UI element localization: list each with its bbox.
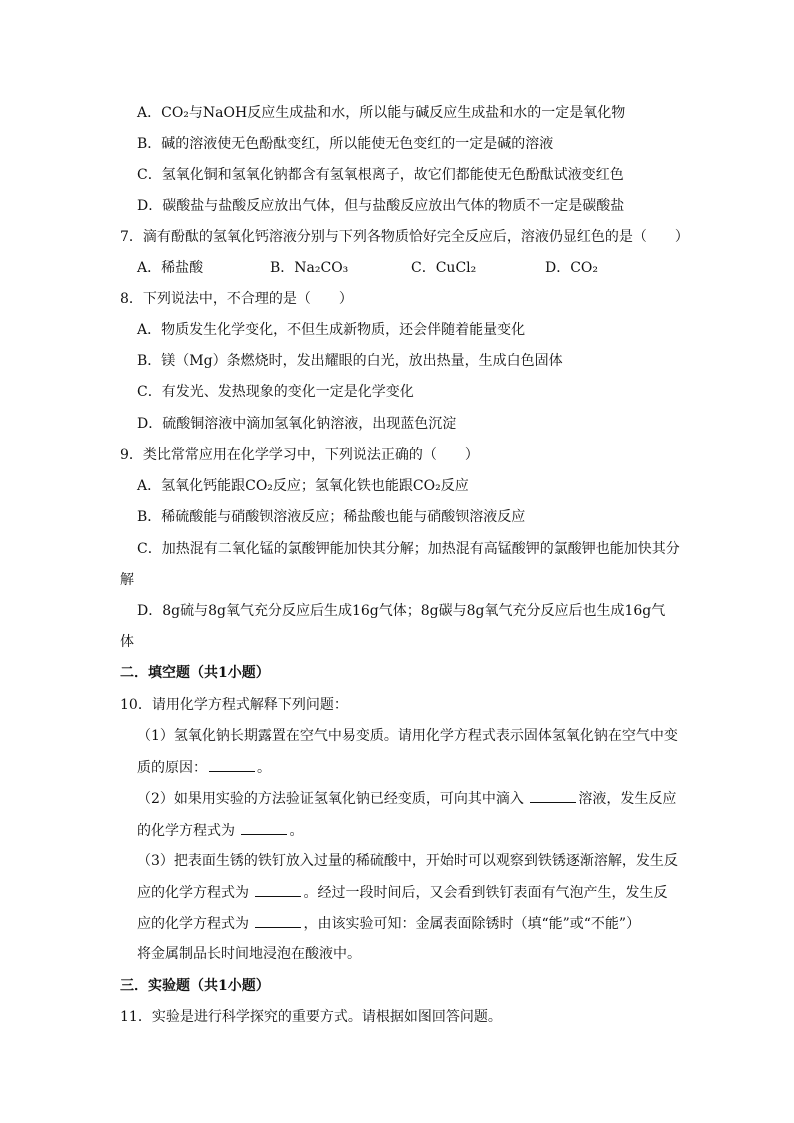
- q7-stem: 7．滴有酚酞的氢氧化钙溶液分别与下列各物质恰好完全反应后，溶液仍显红色的是（ ）: [120, 229, 689, 245]
- q8-option-b: B．镁（Mg）条燃烧时，发出耀眼的白光，放出热量，生成白色固体: [137, 353, 563, 369]
- answer-blank[interactable]: [530, 788, 576, 803]
- q9-option-c-line2: 解: [120, 572, 134, 588]
- q10-part2-line2: 的化学方程式为 。: [137, 820, 303, 841]
- q10-part3-line1: （3）把表面生锈的铁钉放入过量的稀硫酸中，开始时可以观察到铁锈逐渐溶解，发生反: [137, 853, 678, 869]
- q10-part3-line3: 应的化学方程式为 ，由该实验可知：金属表面除锈时（填“能”或“不能”）: [137, 913, 640, 934]
- q6-option-b: B．碱的溶液使无色酚酞变红，所以能使无色变红的一定是碱的溶液: [137, 136, 554, 152]
- q8-option-a: A．物质发生化学变化，不但生成新物质，还会伴随着能量变化: [137, 322, 526, 338]
- q8-option-c: C．有发光、发热现象的变化一定是化学变化: [137, 384, 414, 400]
- answer-blank[interactable]: [255, 913, 301, 928]
- answer-blank[interactable]: [209, 757, 255, 772]
- q9-option-b: B．稀硫酸能与硝酸钡溶液反应；稀盐酸也能与硝酸钡溶液反应: [137, 509, 526, 525]
- q10-part1-line2: 质的原因： 。: [137, 757, 271, 778]
- q8-stem: 8．下列说法中，不合理的是（ ）: [120, 291, 353, 307]
- q6-option-c: C．氢氧化铜和氢氧化钠都含有氢氧根离子，故它们都能使无色酚酞试液变红色: [137, 167, 624, 183]
- q9-option-d-line1: D．8g硫与8g氧气充分反应后生成16g气体；8g碳与8g氧气充分反应后也生成16g气: [137, 603, 666, 619]
- q7-option-b: B．Na₂CO₃: [270, 260, 349, 276]
- q7-option-d: D．CO₂: [545, 260, 599, 276]
- q10-stem: 10．请用化学方程式解释下列问题：: [120, 697, 348, 713]
- q6-option-d: D．碳酸盐与盐酸反应放出气体，但与盐酸反应放出气体的物质不一定是碳酸盐: [137, 198, 625, 214]
- q10-part1-text: 质的原因：: [137, 760, 207, 776]
- q7-option-c: C．CuCl₂: [411, 260, 477, 276]
- q10-part1-line1: （1）氢氧化钠长期露置在空气中易变质。请用化学方程式表示固体氢氧化钠在空气中变: [137, 728, 678, 744]
- q9-stem: 9．类比常常应用在化学学习中，下列说法正确的（ ）: [120, 447, 479, 463]
- q10-part2-line1: （2）如果用实验的方法验证氢氧化钠已经变质，可向其中滴入 溶液，发生反应: [137, 788, 676, 809]
- q8-option-d: D．硫酸铜溶液中滴加氢氧化钠溶液，出现蓝色沉淀: [137, 416, 457, 432]
- q9-option-a: A．氢氧化钙能跟CO₂反应；氢氧化铁也能跟CO₂反应: [137, 478, 469, 494]
- q9-option-d-line2: 体: [120, 634, 134, 650]
- section-experiment-title: 三．实验题（共1小题）: [120, 978, 270, 994]
- q6-option-a: A．CO₂与NaOH反应生成盐和水，所以能与碱反应生成盐和水的一定是氧化物: [137, 105, 626, 121]
- q9-option-c-line1: C．加热混有二氧化锰的氯酸钾能加快其分解；加热混有高锰酸钾的氯酸钾也能加快其分: [137, 541, 680, 557]
- q10-part3-line2: 应的化学方程式为 。经过一段时间后，又会看到铁钉表面有气泡产生，发生反: [137, 882, 667, 903]
- answer-blank[interactable]: [241, 820, 287, 835]
- q10-part3-line4: 将金属制品长时间地浸泡在酸液中。: [137, 946, 361, 962]
- q7-option-a: A．稀盐酸: [137, 260, 204, 276]
- section-fill-in-title: 二．填空题（共1小题）: [120, 665, 270, 681]
- answer-blank[interactable]: [255, 882, 301, 897]
- q11-stem: 11．实验是进行科学探究的重要方式。请根据如图回答问题。: [120, 1009, 502, 1025]
